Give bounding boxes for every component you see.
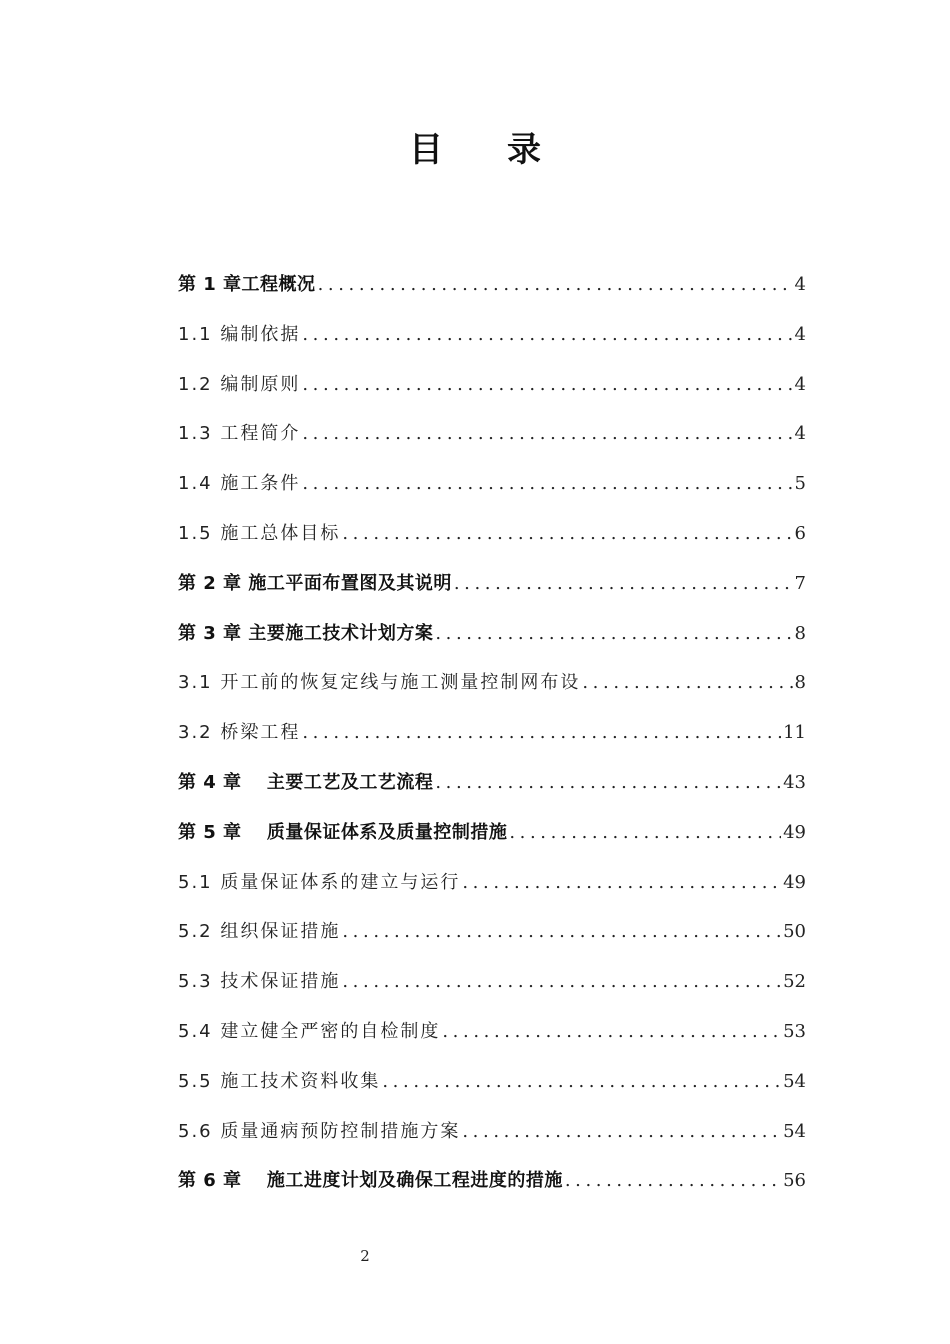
toc-entry-label: 第 4 章 主要工艺及工艺流程 (178, 771, 434, 793)
toc-entry-page: 53 (783, 1020, 806, 1042)
toc-entry-label: 第 2 章 施工平面布置图及其说明 (178, 572, 452, 594)
page-number: 2 (360, 1247, 370, 1265)
toc-entry[interactable] (178, 858, 806, 908)
toc-entry[interactable] (178, 1156, 806, 1206)
toc-leader-dots (565, 1156, 781, 1206)
toc-entry[interactable] (178, 758, 806, 808)
toc-entry-page: 4 (794, 323, 806, 345)
toc-entry-page: 4 (794, 373, 806, 395)
toc-entry-label: 第 5 章 质量保证体系及质量控制措施 (178, 821, 508, 843)
toc-entry[interactable] (178, 1107, 806, 1157)
toc-entry-label: 1.2 编制原则 (178, 373, 301, 395)
toc-leader-dots (342, 907, 781, 957)
toc-entry[interactable] (178, 907, 806, 957)
toc-entry-label: 第 1 章工程概况 (178, 274, 316, 295)
toc-entry-page: 43 (783, 771, 806, 793)
toc-entry-label: 1.5 施工总体目标 (178, 522, 341, 544)
toc-entry-page: 56 (783, 1170, 806, 1192)
toc-entry-label: 1.1 编制依据 (178, 323, 301, 345)
toc-entry[interactable] (178, 509, 806, 559)
page-title: 目录 (409, 130, 605, 170)
toc-entry-page: 6 (794, 522, 806, 544)
toc-leader-dots (462, 1107, 781, 1157)
toc-leader-dots (302, 708, 781, 758)
toc-entry-label: 5.1 质量保证体系的建立与运行 (178, 871, 461, 893)
toc-entry-page: 49 (783, 871, 806, 893)
toc-leader-dots (582, 658, 792, 708)
toc-entry[interactable] (178, 310, 806, 360)
toc-entry-page: 4 (794, 274, 806, 295)
toc-entry-page: 54 (783, 1120, 806, 1142)
toc-leader-dots (454, 559, 793, 609)
toc-entry[interactable] (178, 808, 806, 858)
toc-entry-page: 50 (783, 921, 806, 943)
toc-entry[interactable] (178, 409, 806, 459)
toc-entry-page: 7 (794, 572, 806, 594)
toc-entry-label: 5.3 技术保证措施 (178, 971, 341, 993)
toc-entry-label: 1.4 施工条件 (178, 473, 301, 495)
toc-entry-label: 3.1 开工前的恢复定线与施工测量控制网布设 (178, 672, 581, 694)
toc-entry-page: 8 (794, 672, 806, 694)
toc-entry[interactable] (178, 260, 806, 310)
toc-entry[interactable] (178, 1007, 806, 1057)
toc-leader-dots (382, 1057, 781, 1107)
toc-leader-dots (318, 260, 793, 310)
toc-entry-page: 54 (783, 1070, 806, 1092)
toc-leader-dots (509, 808, 781, 858)
toc-leader-dots (342, 957, 781, 1007)
toc-leader-dots (435, 758, 781, 808)
toc-leader-dots (302, 459, 792, 509)
toc-entry-page: 8 (794, 622, 806, 644)
toc-entry-page: 49 (783, 821, 806, 843)
toc-leader-dots (302, 360, 792, 410)
toc-entry[interactable] (178, 609, 806, 659)
toc-entry[interactable] (178, 360, 806, 410)
toc-entry-page: 52 (783, 971, 806, 993)
toc-entry[interactable] (178, 658, 806, 708)
toc-entry-label: 5.4 建立健全严密的自检制度 (178, 1020, 441, 1042)
toc-leader-dots (462, 858, 781, 908)
toc-leader-dots (302, 409, 792, 459)
toc-leader-dots (442, 1007, 781, 1057)
toc-entry[interactable] (178, 957, 806, 1007)
toc-entry[interactable] (178, 708, 806, 758)
toc-entry-label: 第 6 章 施工进度计划及确保工程进度的措施 (178, 1170, 563, 1192)
toc-leader-dots (302, 310, 792, 360)
toc-entry-label: 3.2 桥梁工程 (178, 722, 301, 744)
toc-entry-label: 第 3 章 主要施工技术计划方案 (178, 622, 434, 644)
toc-entry[interactable] (178, 559, 806, 609)
toc-entry-page: 11 (783, 722, 806, 744)
table-of-contents (178, 260, 806, 1206)
toc-entry-page: 5 (794, 473, 806, 495)
toc-leader-dots (342, 509, 792, 559)
toc-entry-label: 5.6 质量通病预防控制措施方案 (178, 1120, 461, 1142)
toc-leader-dots (435, 609, 792, 659)
toc-entry-label: 1.3 工程简介 (178, 423, 301, 445)
toc-entry-page: 4 (794, 423, 806, 445)
toc-entry-label: 5.5 施工技术资料收集 (178, 1070, 381, 1092)
toc-entry[interactable] (178, 1057, 806, 1107)
toc-entry[interactable] (178, 459, 806, 509)
toc-entry-label: 5.2 组织保证措施 (178, 921, 341, 943)
